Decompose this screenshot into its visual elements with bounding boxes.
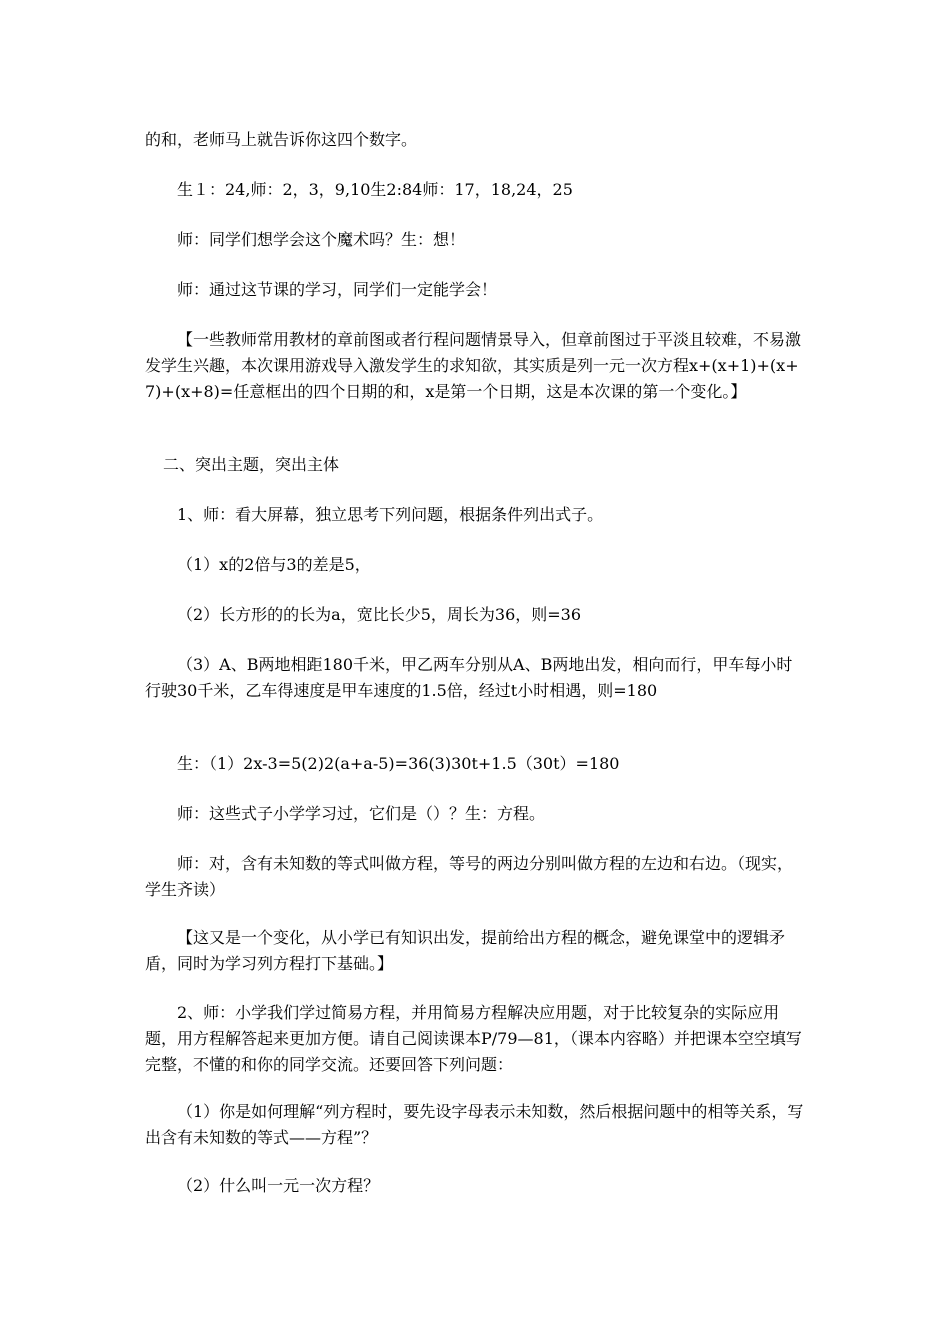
paragraph-8: （1）x的2倍与3的差是5， <box>177 555 371 574</box>
paragraph-12: 师：这些式子小学学习过，它们是（）？生：方程。 <box>177 804 546 823</box>
paragraph-3: 师：同学们想学会这个魔术吗？生：想！ <box>177 230 466 249</box>
paragraph-13: 师：对，含有未知数的等式叫做方程，等号的两边分别叫做方程的左边和右边。（现实，学生齐读） <box>145 854 794 899</box>
paragraph-7: 1、师：看大屏幕，独立思考下列问题，根据条件列出式子。 <box>177 505 604 524</box>
paragraph-11: 生：（1）2x-3=5(2)2(a+a-5)=36(3)30t+1.5（30t）=180 <box>177 754 620 773</box>
paragraph-15: 2、师：小学我们学过简易方程，并用简易方程解决应用题，对于比较复杂的实际应用题，用方程解答起来更加方便。请自己阅读课本P/79—81，（课本内容略）并把课本空空填写完整，不懂的和你的同学交流。还要回答下列问题： <box>145 1003 802 1074</box>
paragraph-1: 的和，老师马上就告诉你这四个数字。 <box>145 130 418 149</box>
section-heading: 二、突出主题，突出主体 <box>163 455 340 474</box>
paragraph-4: 师：通过这节课的学习，同学们一定能学会！ <box>177 280 498 299</box>
paragraph-2: 生１：24,师：2，3，9,10生2:84师：17，18,24，25 <box>177 180 573 199</box>
paragraph-16: （1）你是如何理解“列方程时，要先设字母表示未知数，然后根据问题中的相等关系，写出含有未知数的等式——方程”？ <box>145 1102 804 1147</box>
paragraph-9: （2）长方形的的长为a，宽比长少5，周长为36，则=36 <box>177 605 582 624</box>
paragraph-10: （3）A、B两地相距180千米，甲乙两车分别从A、B两地出发，相向而行，甲车每小时行驶30千米，乙车得速度是甲车速度的1.5倍，经过t小时相遇，则=180 <box>145 655 793 700</box>
paragraph-14-note: 【这又是一个变化，从小学已有知识出发，提前给出方程的概念，避免课堂中的逻辑矛盾，同时为学习列方程打下基础。】 <box>145 928 786 973</box>
paragraph-5-note: 【一些教师常用教材的章前图或者行程问题情景导入，但章前图过于平淡且较难，不易激发学生兴趣，本次课用游戏导入激发学生的求知欲，其实质是列一元一次方程x+(x+1)+(x+7)+(x+8)=任意框出的四个日期的和，x是第一个日期，这是本次课的第一个变化。】 <box>145 330 802 401</box>
paragraph-17: （2）什么叫一元一次方程？ <box>177 1176 380 1195</box>
